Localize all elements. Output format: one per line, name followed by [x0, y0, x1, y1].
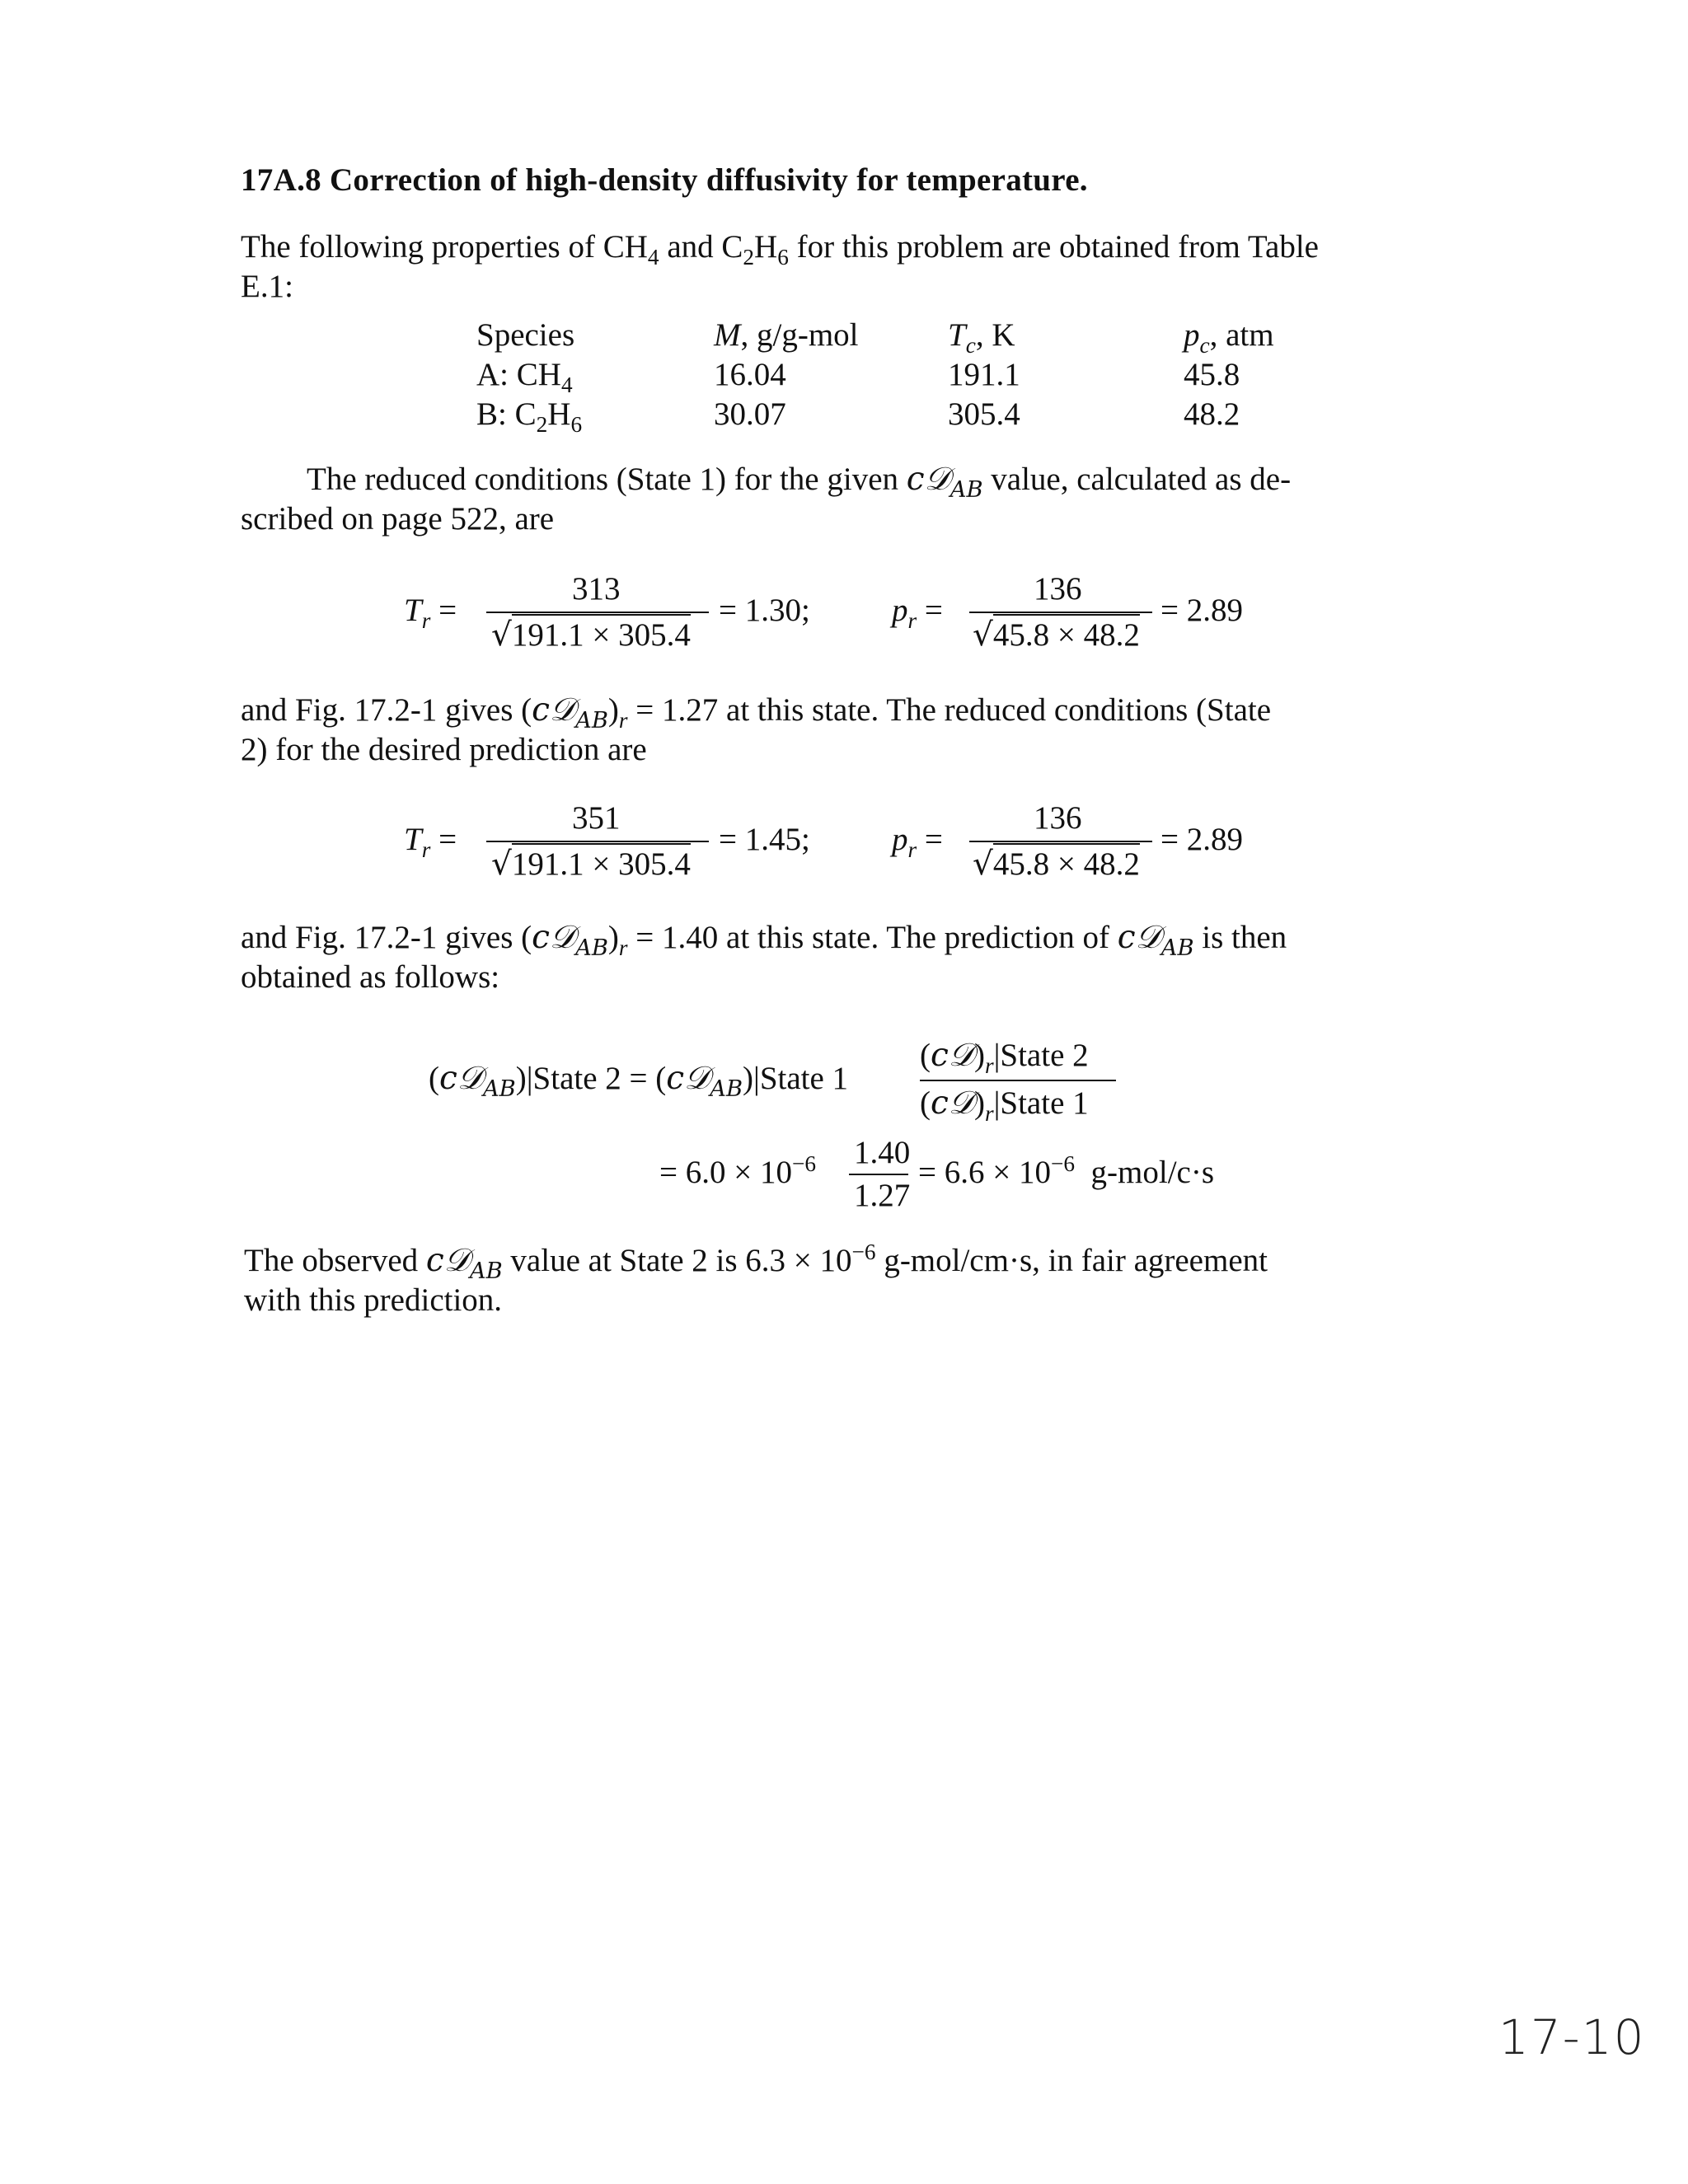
header-molar-mass	[714, 316, 859, 354]
header-species: Species	[476, 317, 575, 353]
header-m-symbol: M	[714, 317, 741, 353]
table-row-b-tc: 305.4	[948, 396, 1020, 432]
problem-heading: 17A.8 Correction of high-density diffusivity for temperature.	[241, 162, 1088, 198]
eq3-ratio-denominator: $(c𝒟)_r|State$ 1	[920, 1085, 1089, 1126]
eq2-tr-fraction-bar	[486, 841, 709, 842]
page-number: 17-10	[1498, 2009, 1646, 2065]
eq2-tr-den-text: 191.1 × 305.4	[512, 843, 691, 882]
table-row-a-species	[476, 356, 573, 397]
header-tc-unit: , K	[975, 317, 1015, 353]
eq2-tr-label: $T_r$ =	[404, 822, 457, 862]
intro-text-3: H	[754, 229, 778, 265]
table-row-a-tc: 191.1	[948, 357, 1020, 392]
header-critical-pressure	[1184, 316, 1274, 358]
eq3-line2-text: = 6.0 × 10	[659, 1155, 792, 1190]
species-b-sub-1: 2	[536, 411, 548, 437]
para3-text-1: and Fig. 17.2-1 gives (	[241, 692, 532, 728]
header-critical-temperature	[948, 316, 1015, 358]
eq2-pr-fraction-bar	[969, 841, 1152, 842]
intro-sub-3: 6	[777, 244, 789, 269]
eq1-pr-numerator: 136	[1034, 571, 1082, 607]
eq3-result-text: = 6.6 × 10	[918, 1155, 1051, 1190]
paragraph-fig-state-1: and Fig. 17.2-1 gives $(c𝒟_{AB})_r = 1.27$ at this state. The reduced conditions (State 2) for the desired prediction are	[241, 691, 1272, 767]
paragraph-reduced-state-1	[241, 460, 1428, 539]
para5-exp: −6	[851, 1240, 876, 1264]
eq3-lhs-state: State 2	[532, 1061, 621, 1096]
species-a-sub: 4	[560, 372, 573, 397]
para3-text-2: = 1.27 at this state. The reduced conditions (State	[627, 692, 1272, 728]
intro-text-5: E.1:	[241, 269, 293, 304]
eq3-ratio-numerator: $(c𝒟)_r|State$ 2	[920, 1037, 1089, 1078]
eq2-pr-denominator: √45.8 × 48.2	[973, 846, 1140, 883]
eq2-pr-result: = 2.89	[1160, 822, 1243, 857]
species-b-sub-2: 6	[570, 411, 583, 437]
eq2-tr-denominator: √191.1 × 305.4	[491, 846, 691, 883]
header-pc-symbol: p	[1184, 317, 1200, 353]
header-tc-symbol: T	[948, 317, 966, 353]
eq1-pr-den-text: 45.8 × 48.2	[993, 614, 1140, 653]
eq3-fraction-numerator: 1.40	[854, 1135, 911, 1170]
eq3-rhs-state: State 1	[759, 1061, 849, 1096]
eq1-pr-result: = 2.89	[1160, 593, 1243, 628]
eq3-result	[918, 1151, 1215, 1191]
eq1-tr-result: = 1.30;	[719, 593, 810, 628]
eq3-unit: g-mol/c·s	[1090, 1155, 1215, 1190]
eq3-lhs: (c𝒟$_{AB}$)|State 2 = (c𝒟$_{AB}$)|State 1	[429, 1060, 849, 1102]
cdab-r-symbol-2: c𝒟$_{AB}$	[532, 919, 608, 961]
eq3-num-state: State 2	[1000, 1038, 1089, 1073]
header-tc-sub: c	[965, 332, 976, 358]
eq3-fraction-bar	[849, 1174, 908, 1175]
eq3-result-exp: −6	[1051, 1151, 1076, 1176]
eq1-tr-denominator: √191.1 × 305.4	[491, 616, 691, 654]
paragraph-conclusion	[244, 1241, 1436, 1320]
intro-sub-2: 2	[743, 244, 755, 269]
cdab-symbol: c𝒟$_{AB}$	[906, 461, 983, 503]
eq1-tr-label: $T_r$ =	[404, 593, 457, 633]
para2-text-2: value, calculated as de-	[982, 462, 1292, 497]
para5-text-3: g-mol/cm·s, in fair agreement	[875, 1243, 1268, 1278]
eq3-den-state: State 1	[1000, 1085, 1089, 1121]
eq1-tr-den-text: 191.1 × 305.4	[512, 614, 691, 653]
header-m-unit: , g/g-mol	[740, 317, 859, 353]
table-row-b-pc: 48.2	[1184, 396, 1240, 432]
table-row-b-species	[476, 396, 583, 437]
intro-text-4: for this problem are obtained from Table	[788, 229, 1319, 265]
para4-text-3: is then	[1193, 920, 1287, 955]
table-row-b-m: 30.07	[714, 396, 786, 432]
species-b-text-2: H	[547, 396, 571, 432]
para4-text-2: = 1.40 at this state. The prediction of	[627, 920, 1118, 955]
eq2-pr-numerator: 136	[1034, 800, 1082, 836]
eq1-pr-denominator: √45.8 × 48.2	[973, 616, 1140, 654]
eq3-ratio-fraction-bar	[920, 1080, 1116, 1081]
eq1-pr-fraction-bar	[969, 612, 1152, 613]
para2-text-3: scribed on page 522, are	[241, 501, 555, 537]
para5-text-4: with this prediction.	[244, 1282, 503, 1318]
para5-text-1: The observed	[244, 1243, 426, 1278]
intro-sub-1: 4	[647, 244, 659, 269]
table-row-a-pc: 45.8	[1184, 357, 1240, 392]
cdab-symbol-3: c𝒟$_{AB}$	[425, 1242, 503, 1284]
eq2-tr-numerator: 351	[572, 800, 621, 836]
para4-text-1: and Fig. 17.2-1 gives (	[241, 920, 532, 955]
para5-text-2: value at State 2 is 6.3 × 10	[502, 1243, 852, 1278]
para2-text-1: The reduced conditions (State 1) for the given	[307, 462, 907, 497]
eq3-line2-exp: −6	[792, 1151, 817, 1176]
cdab-symbol-2: c𝒟$_{AB}$	[1117, 919, 1194, 961]
header-pc-sub: c	[1199, 332, 1210, 358]
paragraph-fig-state-2: and Fig. 17.2-1 gives $(c𝒟_{AB})_r = 1.40$ at this state. The prediction of c𝒟$_{AB}$ is then obtained as follows:	[241, 919, 1287, 995]
eq1-tr-fraction-bar	[486, 612, 709, 613]
intro-text-2: and C	[659, 229, 743, 265]
eq2-pr-den-text: 45.8 × 48.2	[993, 843, 1140, 882]
eq2-pr-label: $p_r$ =	[892, 822, 943, 862]
para3-text-3: 2) for the desired prediction are	[241, 732, 647, 767]
table-row-a-m: 16.04	[714, 357, 786, 392]
eq2-tr-result: = 1.45;	[719, 822, 810, 857]
cdab-r-symbol-1: c𝒟$_{AB}$	[532, 691, 608, 733]
intro-text-1: The following properties of CH	[241, 229, 648, 265]
eq3-line2-left	[659, 1151, 817, 1191]
species-b-text-1: B: C	[476, 396, 537, 432]
eq1-tr-numerator: 313	[572, 571, 621, 607]
intro-paragraph	[241, 227, 1428, 307]
header-pc-unit: , atm	[1209, 317, 1274, 353]
eq1-pr-label: $p_r$ =	[892, 593, 943, 633]
eq3-fraction-denominator: 1.27	[854, 1178, 911, 1213]
species-a-text: A: CH	[476, 357, 561, 392]
para4-text-4: obtained as follows:	[241, 959, 500, 995]
